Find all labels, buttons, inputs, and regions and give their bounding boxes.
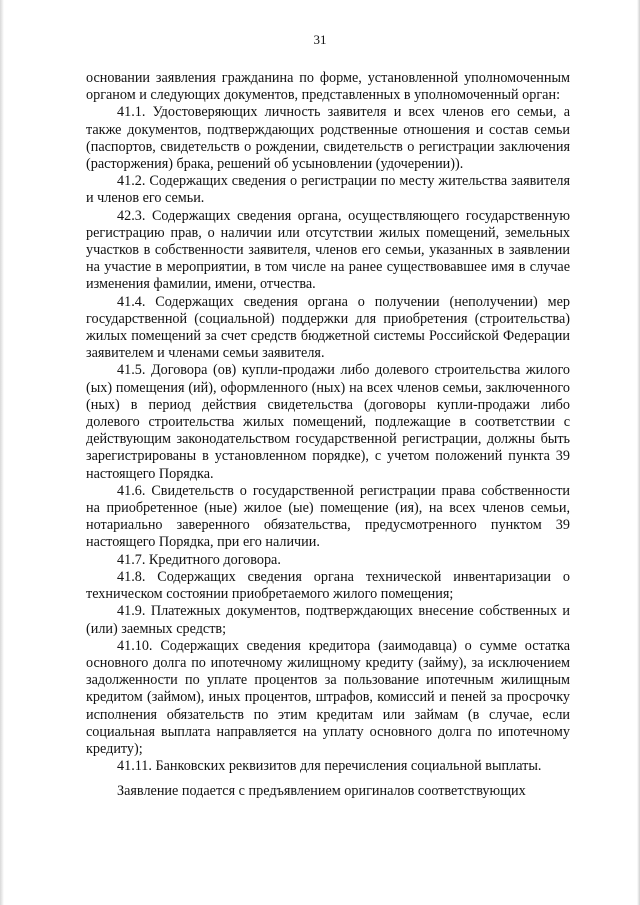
paragraph-intro: основании заявления гражданина по форме, установленной уполномоченным органом и следующих документов, представленных в уполномоченный орган: (86, 70, 570, 104)
paragraph-41-8: 41.8. Содержащих сведения органа технической инвентаризации о техническом состоянии приобретаемого жилого помещения; (86, 568, 570, 603)
paragraph-42-3: 42.3. Содержащих сведения органа, осуществляющего государственную регистрацию прав, о наличии или отсутствии жилых помещений, земельных участков в собственности заявителя, членов его семьи, указанных в заявлении на участие в мероприятии, в том числе на ранее существовавшее имя в случае изменения фамилии, имени, отчества. (86, 207, 570, 293)
page-number: 31 (313, 32, 327, 47)
paragraph-41-10: 41.10. Содержащих сведения кредитора (заимодавца) о сумме остатка основного долга по ипотечному жилищному кредиту (займу), за исключением задолженности по уплате процентов за пользование ипотечным жилищным кредитом (займом), иных процентов, штрафов, комиссий и пеней за просрочку исполнения обязательств по этим кредитам или займам (в случае, если социальная выплата направляется на уплату основного долга по ипотечному кредиту); (86, 637, 570, 757)
paragraph-41-11: 41.11. Банковских реквизитов для перечисления социальной выплаты. (117, 758, 542, 775)
scan-edge-left (0, 0, 4, 905)
paragraph-41-9: 41.9. Платежных документов, подтверждающих внесение собственных и (или) заемных средств; (86, 603, 570, 637)
paragraph-41-5: 41.5. Договора (ов) купли-продажи либо долевого строительства жилого (ых) помещения (ий), оформленного (ных) на всех членов семьи, заключенного (ных) в период действия свидетельства (договоры купли-продажи либо долевого строительства жилых помещений, подлежащие в соответствии с действующим законодательством государственной регистрации, должны быть зарегистрированы в установленном порядке), с учетом положений пункта 39 настоящего Порядка. (86, 362, 570, 482)
paragraph-41-1: 41.1. Удостоверяющих личность заявителя и всех членов его семьи, а также документов, подтверждающих родственные отношения и состав семьи (паспортов, свидетельств о рождении, свидетельств о регистрации заключения (расторжения) брака, решений об усыновлении (удочерении)). (86, 104, 570, 173)
paragraph-application: Заявление подается с предъявлением оригиналов соответствующих (117, 783, 526, 800)
paragraph-41-7: 41.7. Кредитного договора. (117, 551, 281, 568)
paragraph-41-4: 41.4. Содержащих сведения органа о получении (неполучении) мер государственной (социальной) поддержки для приобретения (строительства) жилых помещений за счет средств бюджетной системы Российской Федерации заявителем и членами семьи заявителя. (86, 293, 570, 362)
document-body (86, 70, 570, 801)
paragraph-41-6: 41.6. Свидетельств о государственной регистрации права собственности на приобретенное (ные) жилое (ые) помещение (ия), на всех членов семьи, нотариально заверенного обязательства, предусмотренного пунктом 39 настоящего Порядка, при его наличии. (86, 482, 570, 551)
paragraph-41-2: 41.2. Содержащих сведения о регистрации по месту жительства заявителя и членов его семьи. (86, 173, 570, 207)
